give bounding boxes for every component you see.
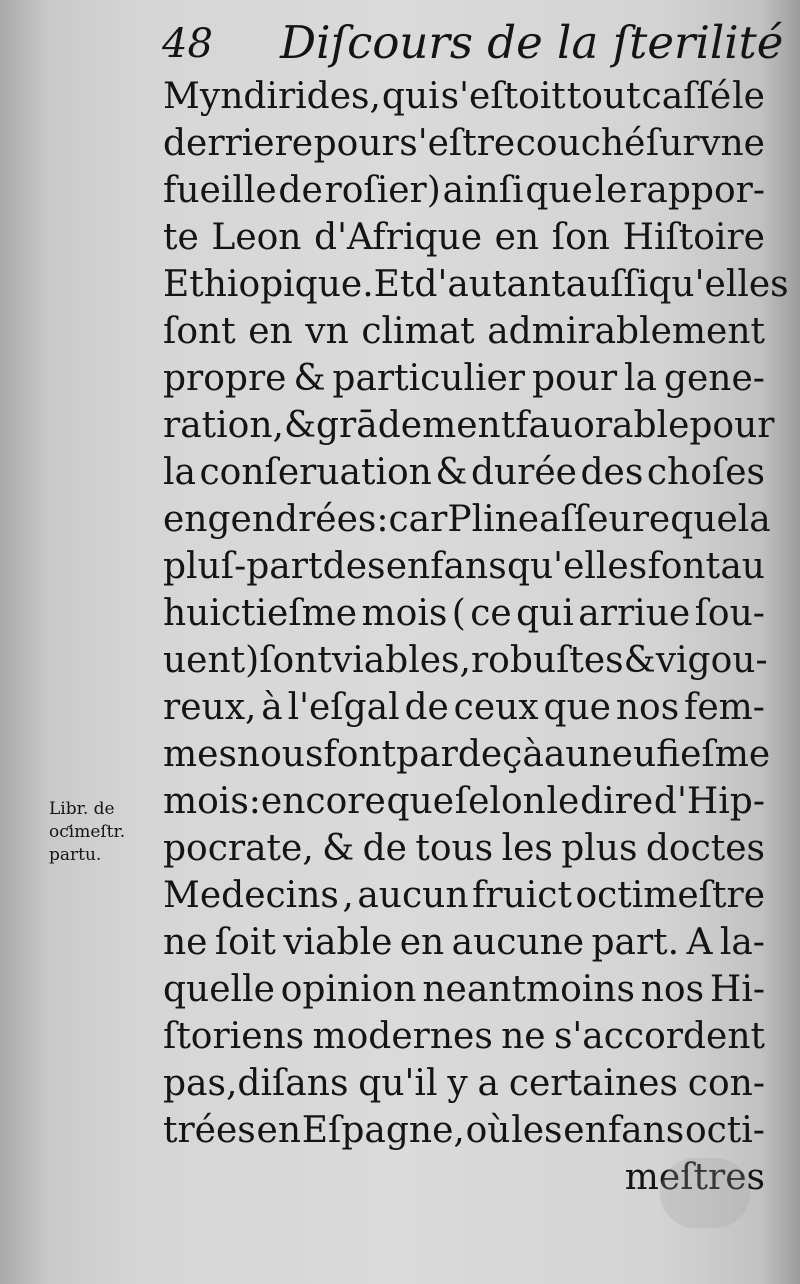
word: Ethiopique.Et <box>163 264 415 305</box>
word: de <box>278 170 323 211</box>
text-line <box>163 684 765 731</box>
word: a <box>477 1063 499 1104</box>
catchword: meſtres <box>624 1157 765 1198</box>
word: nos <box>640 969 705 1010</box>
word: que <box>525 170 593 211</box>
word: de <box>404 687 449 728</box>
word: durée <box>470 452 577 493</box>
word: les <box>501 828 553 869</box>
text-line <box>163 919 765 966</box>
word: tous <box>415 828 494 869</box>
word: Hiſtoire <box>622 217 765 258</box>
word: quelle <box>163 969 275 1010</box>
word: part. <box>591 922 680 963</box>
word: , <box>342 875 354 916</box>
word: & <box>435 452 468 493</box>
word: nos <box>615 687 680 728</box>
word: ne <box>163 922 208 963</box>
word: ſoit <box>214 922 276 963</box>
word: ainſi <box>442 170 524 211</box>
text-line <box>163 1107 765 1154</box>
word: les <box>511 1110 563 1151</box>
word: la- <box>719 922 765 963</box>
word: ſou- <box>694 593 765 634</box>
page-smudge <box>660 1158 750 1228</box>
word: arriue <box>578 593 691 634</box>
word: neantmoins <box>422 969 635 1010</box>
word: le <box>546 781 580 822</box>
word: qui <box>516 593 574 634</box>
word: caſſé <box>641 76 732 117</box>
text-line <box>163 1013 765 1060</box>
word: pocrate, <box>163 828 314 869</box>
word: mois <box>361 593 448 634</box>
word: conſeruation <box>199 452 432 493</box>
body-text <box>163 73 789 1201</box>
word: ſont <box>163 311 236 352</box>
text-line <box>163 590 765 637</box>
word: aucun <box>357 875 469 916</box>
running-head: Diſcours de la ſterilité <box>280 16 784 69</box>
text-line <box>163 167 765 214</box>
text-line <box>163 261 789 308</box>
word: derriere <box>163 123 314 164</box>
word: à <box>261 687 283 728</box>
text-line <box>163 308 765 355</box>
word: ſon <box>551 217 610 258</box>
text-line <box>163 543 765 590</box>
word: ceux <box>453 687 539 728</box>
text-line <box>163 496 771 543</box>
word: engendrées: <box>163 499 389 540</box>
text-line <box>163 73 765 120</box>
word: Pline <box>447 499 540 540</box>
word: tout <box>566 76 641 117</box>
word: la <box>624 358 657 399</box>
page-header <box>162 18 782 74</box>
word: pluſ-part <box>163 546 323 587</box>
text-line <box>163 731 771 778</box>
word: car <box>388 499 448 540</box>
word: mois:encore <box>163 781 386 822</box>
word: des <box>580 452 644 493</box>
word: viables,robuſtes <box>331 640 624 681</box>
word: opinion <box>280 969 417 1010</box>
word: viable <box>283 922 393 963</box>
word: vigou- <box>655 640 768 681</box>
word: Hi- <box>709 969 765 1010</box>
word: ſelon <box>454 781 546 822</box>
text-line <box>163 355 765 402</box>
word: qu'il <box>358 1063 438 1104</box>
word: modernes <box>312 1016 493 1057</box>
word: par <box>396 734 458 775</box>
word: octimeſtre <box>575 875 765 916</box>
word: pas,diſans <box>163 1063 349 1104</box>
word: ( <box>451 593 466 634</box>
word: en <box>256 1110 302 1151</box>
word: d'Hip- <box>653 781 765 822</box>
word: roſier) <box>324 170 441 211</box>
word: & <box>322 828 355 869</box>
word: en <box>399 922 445 963</box>
word: l'eſgal <box>287 687 400 728</box>
word: que <box>543 687 611 728</box>
word: enfans <box>563 1110 685 1151</box>
text-line <box>163 120 765 167</box>
marginal-note <box>49 798 159 867</box>
word: s'eſtoit <box>440 76 566 117</box>
word: au <box>543 734 589 775</box>
word: plus <box>561 828 638 869</box>
word: pour <box>689 405 775 446</box>
text-line <box>163 966 765 1013</box>
word: font <box>323 734 397 775</box>
text-line <box>163 872 765 919</box>
word: reux, <box>163 687 257 728</box>
word: neufieſme <box>588 734 771 775</box>
word: octi- <box>684 1110 765 1151</box>
word: s'accordent <box>553 1016 765 1057</box>
word: ) <box>245 640 260 681</box>
marginal-note-line: oƈimeſtr. <box>49 822 126 842</box>
word: certaines <box>508 1063 678 1104</box>
word: nous <box>236 734 324 775</box>
word: ſont <box>259 640 332 681</box>
word: deçà <box>457 734 544 775</box>
word: fueille <box>163 170 277 211</box>
word: Medecins <box>163 875 339 916</box>
word: rappor- <box>629 170 765 211</box>
word: d'Afrique <box>314 217 482 258</box>
word: vn <box>305 311 349 352</box>
text-line <box>163 1060 765 1107</box>
word: en <box>494 217 540 258</box>
word: Eſpagne, <box>301 1110 465 1151</box>
text-line <box>163 402 775 449</box>
word: la <box>737 499 771 540</box>
marginal-note-line: Libr. de <box>49 799 115 819</box>
word: grādement <box>316 405 516 446</box>
word: Leon <box>211 217 302 258</box>
word: où <box>465 1110 511 1151</box>
word: dire <box>580 781 654 822</box>
word: le <box>594 170 628 211</box>
word: ſur <box>645 123 700 164</box>
word: doctes <box>645 828 765 869</box>
word: vne <box>700 123 765 164</box>
word: couché <box>515 123 646 164</box>
word: pour <box>531 358 618 399</box>
word: & <box>283 405 317 446</box>
word: des <box>322 546 386 587</box>
word: la <box>163 452 196 493</box>
word: mes <box>163 734 237 775</box>
word: auſſi <box>565 264 649 305</box>
page-number: 48 <box>162 21 213 67</box>
word: A <box>686 922 713 963</box>
word: huictieſme <box>163 593 358 634</box>
word: pour <box>313 123 399 164</box>
word: aucune <box>451 922 585 963</box>
word: le <box>732 76 765 117</box>
word: que <box>670 499 738 540</box>
word: ne <box>501 1016 546 1057</box>
word: con- <box>687 1063 765 1104</box>
word: trées <box>163 1110 256 1151</box>
word: font <box>647 546 721 587</box>
word: ſtoriens <box>163 1016 305 1057</box>
text-line <box>163 637 768 684</box>
text-line <box>163 449 765 496</box>
word: qu'elles <box>648 264 789 305</box>
word: fruict <box>472 875 572 916</box>
word: qui <box>381 76 440 117</box>
text-line <box>163 778 765 825</box>
word: gene- <box>663 358 765 399</box>
word: Myndirides, <box>163 76 381 117</box>
text-line <box>163 214 765 261</box>
marginal-note-line: partu. <box>49 845 102 865</box>
text-line <box>163 825 765 872</box>
word: que <box>386 781 455 822</box>
word: climat <box>361 311 475 352</box>
word: uent <box>163 640 246 681</box>
word: admirablement <box>487 311 765 352</box>
word: & <box>293 358 326 399</box>
word: & <box>623 640 656 681</box>
word: au <box>720 546 765 587</box>
word: y <box>447 1063 468 1104</box>
word: enfans <box>385 546 507 587</box>
word: particulier <box>332 358 526 399</box>
word: d'autant <box>414 264 566 305</box>
word: s'eſtre <box>399 123 516 164</box>
word: fem- <box>684 687 765 728</box>
word: fauorable <box>515 405 690 446</box>
word: ce <box>470 593 512 634</box>
word: en <box>248 311 293 352</box>
word: choſes <box>646 452 765 493</box>
word: ration, <box>163 405 284 446</box>
word: te <box>163 217 199 258</box>
word: qu'elles <box>506 546 648 587</box>
word: aſſeure <box>539 499 671 540</box>
word: propre <box>163 358 287 399</box>
word: de <box>362 828 407 869</box>
